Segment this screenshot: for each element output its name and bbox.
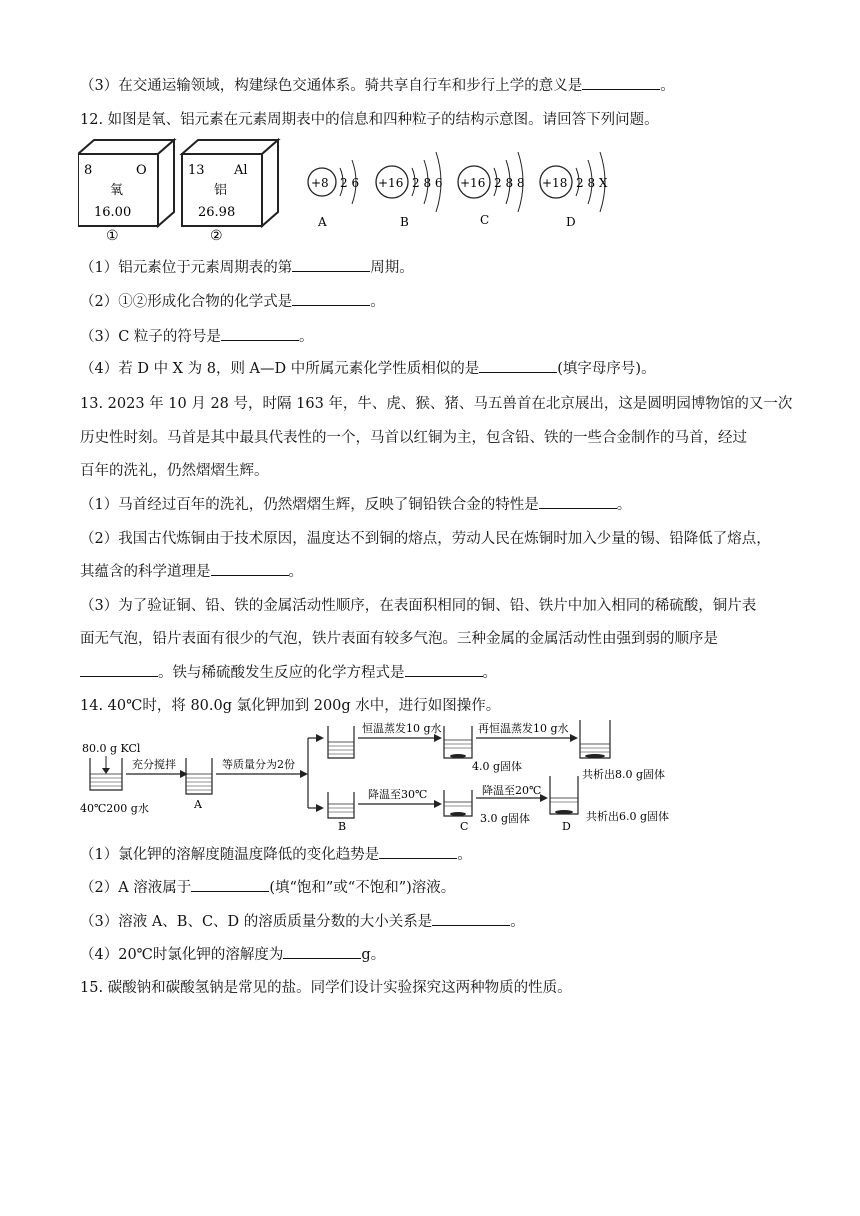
answer-blank[interactable] (80, 662, 158, 677)
upper-step1-label: 恒温蒸发10 g水 (362, 722, 442, 735)
particle-a-label: A (318, 215, 327, 229)
question-13-stem-2: 历史性时刻。马首是其中最具代表性的一个，马首以红铜为主，包含铅、铁的一些合金制作的马首，经过 (80, 430, 747, 446)
cell1-mass: 16.00 (94, 205, 132, 220)
q14-flow-diagram (80, 718, 680, 830)
lower-solid2-label: 共析出6.0 g固体 (586, 810, 670, 823)
particle-d-label: D (566, 215, 576, 229)
cell2-symbol: Al (234, 163, 248, 178)
particle-d-shells: 2 8 X (576, 176, 608, 190)
question-14-4: （4）20℃时氯化钾的溶解度为 g。 (80, 943, 385, 964)
question-13-2-b: 其蕴含的科学道理是 。 (80, 560, 303, 581)
answer-blank[interactable] (432, 911, 510, 926)
start-beaker (80, 742, 149, 815)
cell1-symbol: O (136, 163, 147, 178)
question-13-stem-1: 13. 2023 年 10 月 28 号，时隔 163 年，牛、虎、猴、猪、马五兽首在北京展出，这是圆明园博物馆的又一次 (80, 396, 793, 412)
question-14-stem: 14. 40℃时，将 80.0g 氯化钾加到 200g 水中，进行如图操作。 (80, 698, 501, 714)
question-15-stem: 15. 碳酸钠和碳酸氢钠是常见的盐。同学们设计实验探究这两种物质的性质。 (80, 980, 572, 996)
particle-d-diagram (540, 152, 608, 229)
answer-blank[interactable] (221, 326, 299, 341)
answer-blank[interactable] (379, 844, 457, 859)
answer-blank[interactable] (479, 358, 557, 373)
beaker-a-label: A (194, 798, 202, 811)
question-13-3-a: （3）为了验证铜、铅、铁的金属活动性顺序，在表面积相同的铜、铅、铁片中加入相同的稀硫酸，铜片表 (80, 598, 757, 614)
start-water-label: 40℃200 g水 (80, 802, 149, 815)
answer-blank[interactable] (582, 75, 660, 90)
question-14-2: （2）A 溶液属于 (填“饱和”或“不饱和”)溶液。 (80, 876, 455, 897)
step1-label: 充分搅拌 (132, 758, 176, 771)
answer-blank[interactable] (292, 291, 370, 306)
lower-step2-label: 降温至20℃ (482, 784, 542, 797)
beaker-b-label: B (338, 820, 347, 830)
question-13-1: （1）马首经过百年的洗礼，仍然熠熠生辉，反映了铜铅铁合金的特性是 。 (80, 493, 631, 514)
answer-blank[interactable] (283, 944, 361, 959)
particle-c-diagram (458, 152, 525, 227)
question-13-stem-3: 百年的洗礼，仍然熠熠生辉。 (80, 463, 269, 479)
cell1-label: ① (106, 228, 119, 244)
question-13-3-b: 面无气泡，铅片表面有很少的气泡，铁片表面有较多气泡。三种金属的金属活动性由强到弱的顺序是 (80, 631, 718, 647)
particle-b-shells: 2 8 6 (412, 176, 443, 190)
particle-d-nucleus: +18 (542, 176, 568, 190)
start-kcl-label: 80.0 g KCl (82, 742, 141, 755)
lower-step1-label: 降温至30℃ (368, 788, 428, 801)
particle-c-shells: 2 8 8 (494, 176, 525, 190)
cell2-number: 13 (188, 163, 205, 178)
question-12-stem: 12. 如图是氧、铝元素在元素周期表中的信息和四种粒子的结构示意图。请回答下列问题。 (80, 112, 659, 128)
beaker-c-label: C (460, 820, 469, 830)
particle-a-shells: 2 6 (340, 176, 360, 190)
question-13-2-a: （2）我国古代炼铜由于技术原因，温度达不到铜的熔点，劳动人民在炼铜时加入少量的锡、铅降低了熔点， (80, 531, 771, 547)
question-13-3-c: 。铁与稀硫酸发生反应的化学方程式是 。 (80, 661, 497, 682)
periodic-cell-aluminum (182, 140, 278, 244)
beaker-a (186, 758, 212, 811)
cell1-name: 氧 (110, 183, 124, 198)
particle-b-nucleus: +16 (378, 176, 404, 190)
question-14-1: （1）氯化钾的溶解度随温度降低的变化趋势是 。 (80, 843, 472, 864)
particle-a-diagram (308, 160, 359, 229)
lower-solid1-label: 3.0 g固体 (480, 812, 531, 825)
q12-figure (78, 136, 638, 244)
periodic-cell-oxygen (78, 140, 174, 244)
beaker-d-label: D (562, 820, 571, 830)
particle-b-label: B (400, 215, 409, 229)
question-11-3: （3）在交通运输领域，构建绿色交通体系。骑共享自行车和步行上学的意义是 。 (80, 74, 675, 95)
answer-blank[interactable] (211, 561, 289, 576)
answer-blank[interactable] (191, 877, 269, 892)
step2-label: 等质量分为2份 (222, 758, 295, 771)
particle-c-label: C (480, 213, 490, 227)
question-12-2: （2）①②形成化合物的化学式是 。 (80, 290, 385, 311)
question-12-1: （1）铝元素位于元素周期表的第 周期。 (80, 256, 414, 277)
cell1-number: 8 (84, 163, 93, 178)
cell2-name: 铝 (214, 183, 228, 198)
answer-blank[interactable] (539, 494, 617, 509)
upper-solid1-label: 4.0 g固体 (472, 760, 523, 773)
question-12-3: （3）C 粒子的符号是 。 (80, 325, 313, 346)
answer-blank[interactable] (292, 257, 370, 272)
cell2-mass: 26.98 (198, 205, 236, 220)
upper-solid2-label: 共析出8.0 g固体 (582, 768, 666, 781)
particle-a-nucleus: +8 (311, 176, 329, 190)
answer-blank[interactable] (405, 662, 483, 677)
q11-3-text: （3）在交通运输领域，构建绿色交通体系。骑共享自行车和步行上学的意义是 (80, 78, 583, 94)
question-12-4: （4）若 D 中 X 为 8，则 A—D 中所属元素化学性质相似的是 (填字母序号)。 (80, 357, 656, 378)
upper-step2-label: 再恒温蒸发10 g水 (478, 722, 569, 735)
cell2-label: ② (210, 228, 223, 244)
particle-c-nucleus: +16 (460, 176, 486, 190)
question-14-3: （3）溶液 A、B、C、D 的溶质质量分数的大小关系是 。 (80, 910, 525, 931)
particle-b-diagram (376, 152, 443, 229)
